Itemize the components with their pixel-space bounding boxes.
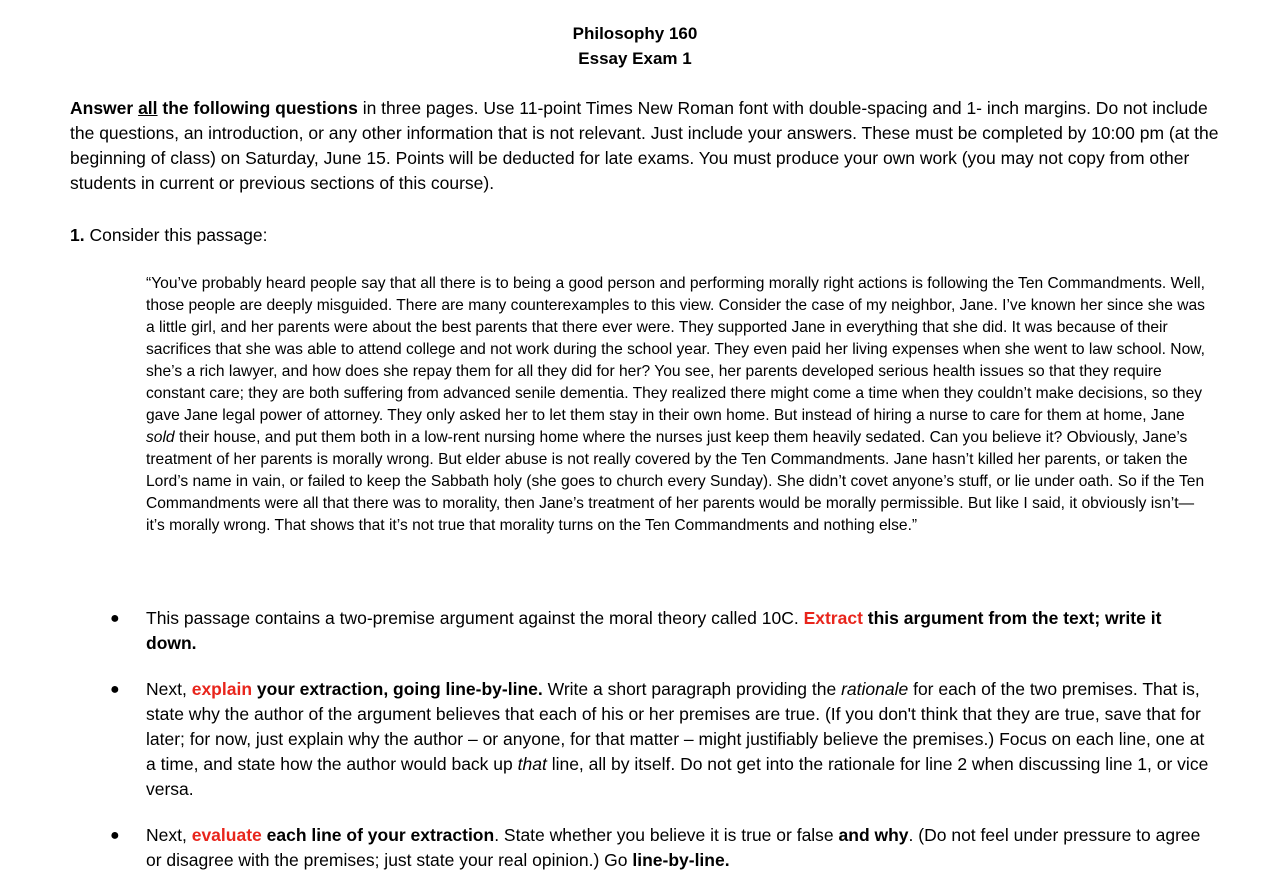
passage-italic: sold <box>146 429 175 446</box>
bullet-icon: ● <box>110 610 120 627</box>
task-evaluate <box>146 823 1216 873</box>
question-prompt: Consider this passage: <box>84 225 268 245</box>
passage-text-2: their house, and put them both in a low-rent nursing home where the nurses just keep them heavily sedated. Can you believe it? Obviously, Jane’s treatment of her parents is morally wrong. But elder abuse is not really covered by the Ten Commandments. Jane hasn’t killed her parents, or taken the Lord’s name in vain, or failed to keep the Sabbath holy (she goes to church every Sunday). She didn’t covet anyone’s stuff, or lie under oath. So if the Ten Commandments were all that there was to morality, then Jane’s treatment of her parents would be morally permissible. But like I said, it obviously isn’t—it’s morally wrong. That shows that it’s not true that morality turns on the Ten Commandments and nothing else.” <box>146 429 1205 534</box>
task-extract <box>146 606 1216 656</box>
quoted-passage <box>146 273 1206 537</box>
task-extract-keyword: Extract <box>803 608 863 628</box>
task-explain-text-3: for each of the two premises. That is, state why the author of the argument believes that each of his or her premises are true. (If you don't think that they are true, save that for later; for now, just explain why the author – or anyone, for that matter – might justifiably believe the premises.) Focus on each line, one at a time, and state how the author would back up <box>146 679 1205 774</box>
task-evaluate-text-1: Next, <box>146 825 192 845</box>
task-evaluate-text-3: . (Do not feel under pressure to agree or disagree with the premises; just state your real opinion.) Go <box>146 825 1201 870</box>
instructions-lead-1: Answer <box>70 98 139 118</box>
exam-title: Essay Exam 1 <box>578 49 692 68</box>
task-evaluate-text-2: . State whether you believe it is true or false <box>494 825 839 845</box>
task-evaluate-bold-1: each line of your extraction <box>261 825 495 845</box>
passage-text-1: “You’ve probably heard people say that all there is to being a good person and performing morally right actions is following the Ten Commandments. Well, those people are deeply misguided. There are many counterexamples to this view. Consider the case of my neighbor, Jane. I’ve known her since she was a little girl, and her parents were about the best parents that there ever were. They supported Jane in everything that she did. It was because of their sacrifices that she was able to attend college and not work during the school year. They even paid her living expenses when she went to law school. Now, she’s a rich lawyer, and how does she repay them for all they did for her? You see, her parents developed serious health issues so that they require constant care; they are both suffering from advanced senile dementia. They realized there might come a time when they couldn’t make decisions, so they gave Jane legal power of attorney. They only asked her to let them stay in their own home. But instead of hiring a nurse to care for them at home, Jane <box>146 275 1205 424</box>
task-extract-text: This passage contains a two-premise argument against the moral theory called 10C. <box>146 608 804 628</box>
task-explain <box>146 677 1216 802</box>
task-explain-italic-2: that <box>517 754 547 774</box>
task-extract-bold: this argument from the text; write it down. <box>146 608 1162 653</box>
question-1-heading <box>70 223 268 248</box>
task-explain-text-1: Next, <box>146 679 192 699</box>
instructions-lead-2: the following questions <box>157 98 358 118</box>
instructions-paragraph <box>70 96 1220 196</box>
task-evaluate-bold-2: and why <box>838 825 909 845</box>
task-evaluate-bold-3: line-by-line. <box>632 850 730 870</box>
bullet-icon: ● <box>110 827 120 844</box>
task-explain-italic-1: rationale <box>841 679 909 699</box>
task-explain-text-2: Write a short paragraph providing the <box>542 679 842 699</box>
task-evaluate-keyword: evaluate <box>191 825 262 845</box>
instructions-lead-all: all <box>138 98 158 118</box>
task-explain-bold: your extraction, going line-by-line. <box>252 679 543 699</box>
instructions-body: in three pages. Use 11-point Times New Roman font with double-spacing and 1- inch margins. Do not include the questions, an introduction, or any other information that is not relevant. Just include your answers. These must be completed by 10:00 pm (at the beginning of class) on Saturday, June 15. Points will be deducted for late exams. You must produce your own work (you may not copy from other students in current or previous sections of this course). <box>70 98 1219 193</box>
task-explain-text-4: line, all by itself. Do not get into the rationale for line 2 when discussing line 1, or vice versa. <box>146 754 1209 799</box>
question-number: 1. <box>70 225 85 245</box>
task-explain-keyword: explain <box>191 679 253 699</box>
course-title: Philosophy 160 <box>572 24 698 43</box>
bullet-icon: ● <box>110 681 120 698</box>
